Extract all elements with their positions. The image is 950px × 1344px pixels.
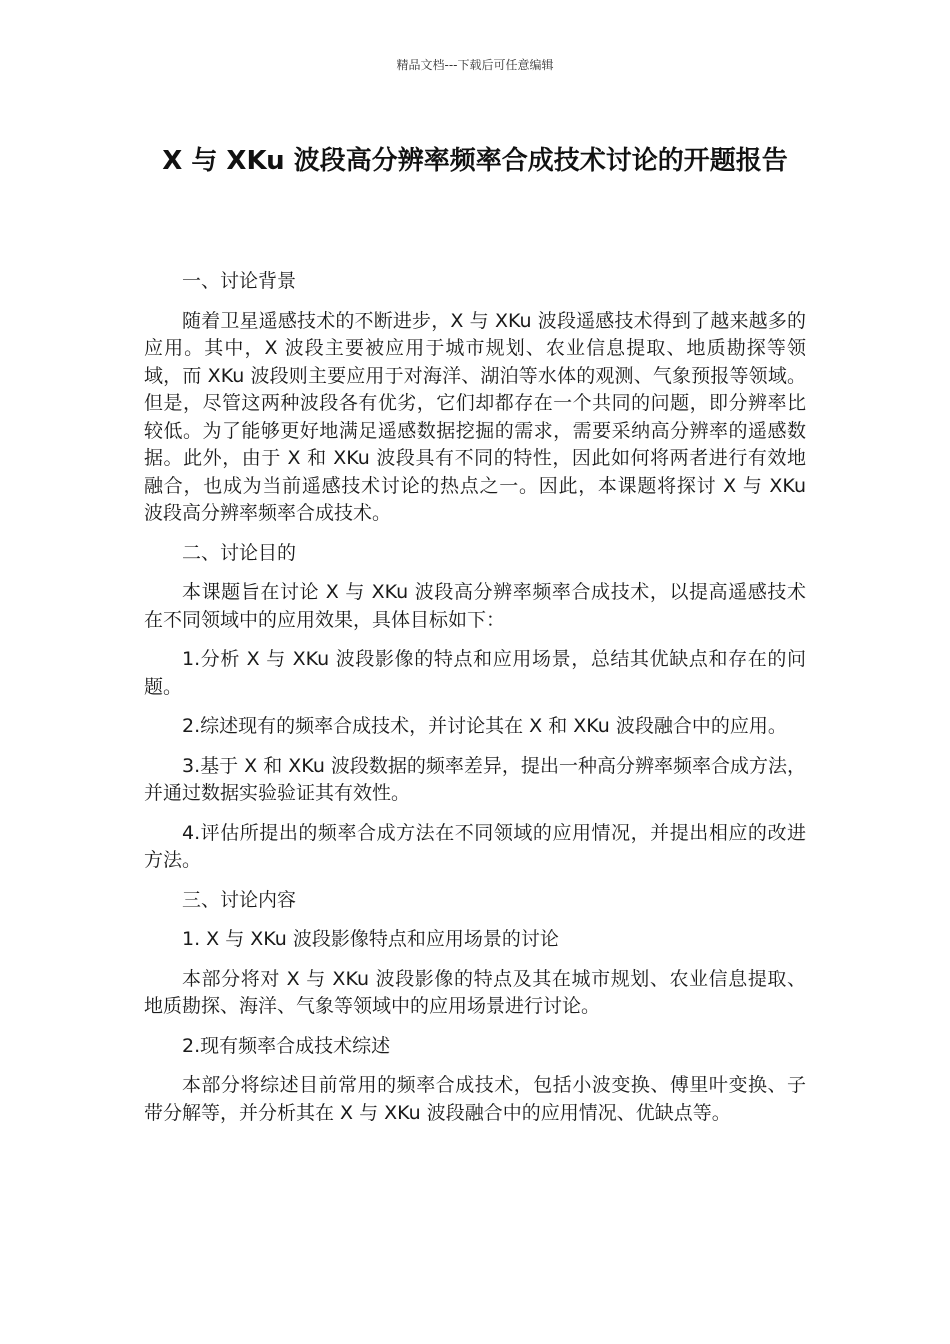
list-item-goal-2: 2.综述现有的频率合成技术，并讨论其在 X 和 XKu 波段融合中的应用。	[182, 715, 787, 737]
subsection-heading-2: 2.现有频率合成技术综述	[182, 1034, 391, 1057]
document-title: X 与 XKu 波段高分辨率频率合成技术讨论的开题报告	[162, 146, 788, 176]
section-heading-background: 一、讨论背景	[182, 270, 297, 292]
list-item-goal-1: 1.分析 X 与 XKu 波段影像的特点和应用场景，总结其优缺点和存在的问题。	[144, 648, 806, 698]
section-heading-content: 三、讨论内容	[182, 888, 297, 911]
subsection-heading-1: 1. X 与 XKu 波段影像特点和应用场景的讨论	[182, 928, 559, 950]
list-item-goal-4: 4.评估所提出的频率合成方法在不同领域的应用情况，并提出相应的改进方法。	[144, 821, 806, 871]
header-note: 精品文档---下载后可任意编辑	[396, 58, 554, 72]
document-body	[144, 268, 806, 1139]
paragraph-content-2: 本部分将综述目前常用的频率合成技术，包括小波变换、傅里叶变换、子带分解等，并分析其在 X 与 XKu 波段融合中的应用情况、优缺点等。	[144, 1074, 806, 1124]
paragraph-content-1: 本部分将对 X 与 XKu 波段影像的特点及其在城市规划、农业信息提取、地质勘探、海洋、气象等领域中的应用场景进行讨论。	[144, 967, 806, 1017]
paragraph-background: 随着卫星遥感技术的不断进步，X 与 XKu 波段遥感技术得到了越来越多的应用。其中，X 波段主要被应用于城市规划、农业信息提取、地质勘探等领域，而 XKu 波段则主要应用于对海洋、湖泊等水体的观测、气象预报等领域。但是，尽管这两种波段各有优劣，它们却都存在一个共同的问题，即分辨率比较低。为了能够更好地满足遥感数据挖掘的需求，需要采纳高分辨率的遥感数据。此外，由于 X 和 XKu 波段具有不同的特性，因此如何将两者进行有效地融合，也成为当前遥感技术讨论的热点之一。因此，本课题将探讨 X 与 XKu 波段高分辨率频率合成技术。	[144, 309, 806, 524]
section-heading-purpose: 二、讨论目的	[182, 541, 297, 564]
paragraph-purpose-intro: 本课题旨在讨论 X 与 XKu 波段高分辨率频率合成技术，以提高遥感技术在不同领域中的应用效果，具体目标如下：	[144, 581, 806, 631]
list-item-goal-3: 3.基于 X 和 XKu 波段数据的频率差异，提出一种高分辨率频率合成方法，并通过数据实验验证其有效性。	[144, 754, 806, 804]
